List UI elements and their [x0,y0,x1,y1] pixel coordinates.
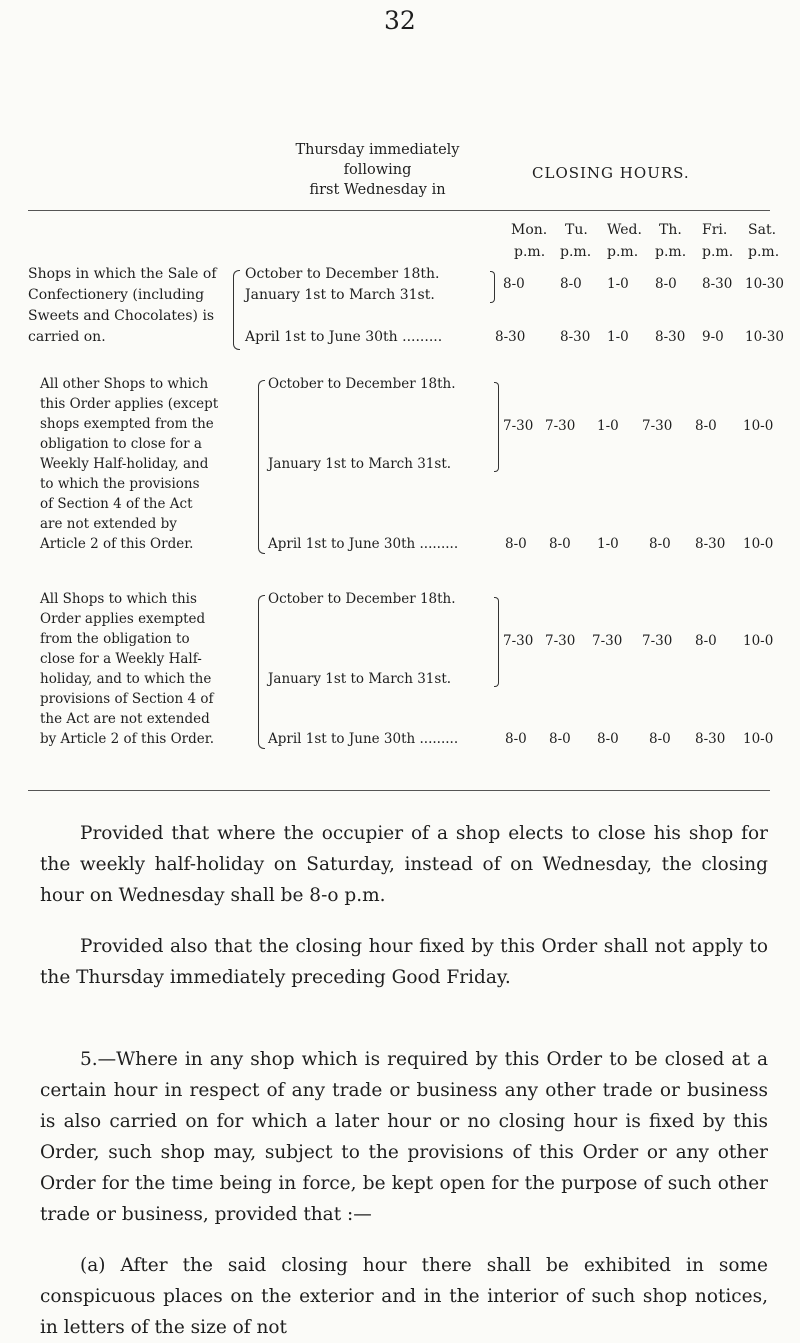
day-heading: Fri. [702,222,728,238]
hour-cell: 10-30 [745,329,784,345]
hour-cell: 8-0 [655,276,677,292]
hour-cell: 10-0 [743,731,774,747]
hour-cell: 8-0 [597,731,619,747]
hour-cell: 7-30 [642,633,673,649]
header-closing-hours: CLOSING HOURS. [532,164,690,182]
group-label-line: holiday, and to which the [40,671,212,687]
period-label: April 1st to June 30th ......... [268,731,459,747]
hour-cell: 8-0 [560,276,582,292]
hour-cell: 8-0 [505,731,527,747]
hour-cell: 8-0 [649,536,671,552]
page-number: 32 [384,6,416,35]
hour-cell: 7-30 [592,633,623,649]
hour-cell: 8-30 [695,536,726,552]
group-label-line: Sweets and Chocolates) is [28,308,215,324]
hour-cell: 8-30 [695,731,726,747]
hour-cell: 9-0 [702,329,724,345]
day-heading: Sat. [748,222,777,238]
group-label-line: are not extended by [40,516,177,532]
group-label-line: of Section 4 of the Act [40,496,193,512]
unit-heading: p.m. [607,244,639,260]
group-label-line: the Act are not extended [40,711,210,727]
hour-cell: 8-0 [505,536,527,552]
group-label-line: Order applies exempted [40,611,206,627]
unit-heading: p.m. [560,244,592,260]
hour-cell: 8-0 [549,536,571,552]
hour-cell: 8-0 [695,633,717,649]
unit-heading: p.m. [748,244,780,260]
hour-cell: 10-0 [743,633,774,649]
period-label: October to December 18th. [245,266,440,282]
hour-cell: 8-0 [695,418,717,434]
left-brace [258,595,265,749]
hour-cell: 10-30 [745,276,784,292]
hour-cell: 8-30 [560,329,591,345]
group-label-line: close for a Weekly Half- [40,651,202,667]
group-label-line: shops exempted from the [40,416,214,432]
group-label-line: Article 2 of this Order. [40,536,194,552]
right-brace [494,382,499,472]
hour-cell: 8-30 [655,329,686,345]
hour-cell: 10-0 [743,418,774,434]
paragraph: Provided that where the occupier of a shop elects to close his shop for the weekly half-holiday on Saturday, instead of on Wednesday, the closing hour on Wednesday shall be 8-o p.m. [40,823,768,906]
hour-cell: 7-30 [642,418,673,434]
hour-cell: 7-30 [503,633,534,649]
hour-cell: 7-30 [503,418,534,434]
period-label: January 1st to March 31st. [268,456,452,472]
header-left-line: Thursday immediately [295,142,460,158]
paragraph: Provided also that the closing hour fixed by this Order shall not apply to the Thursday immediately preceding Good Friday. [40,936,768,988]
hour-cell: 7-30 [545,633,576,649]
unit-heading: p.m. [514,244,546,260]
group-label-line: by Article 2 of this Order. [40,731,215,747]
group-label-line: provisions of Section 4 of [40,691,214,707]
left-brace [258,380,265,554]
header-left [285,140,470,200]
hour-cell: 8-30 [702,276,733,292]
period-label: April 1st to June 30th ......... [245,329,443,345]
period-label: January 1st to March 31st. [268,671,452,687]
bottom-rule [28,790,770,791]
paragraph: (a) After the said closing hour there shall be exhibited in some conspicuous places on the exterior and in the interior of such shop notices, in letters of the size of not [40,1255,768,1338]
group-label-line: from the obligation to [40,631,190,647]
period-label: October to December 18th. [268,376,456,392]
period-label: January 1st to March 31st. [245,287,435,303]
group-label-line: to which the provisions [40,476,200,492]
right-brace [494,597,499,687]
group-label-line: All other Shops to which [40,376,209,392]
hour-cell: 7-30 [545,418,576,434]
group-label-line: carried on. [28,329,106,345]
period-label: April 1st to June 30th ......... [268,536,459,552]
hour-cell: 1-0 [597,418,619,434]
header-left-line: first Wednesday in [309,182,446,198]
left-brace [233,270,240,350]
hour-cell: 1-0 [607,329,629,345]
hour-cell: 8-30 [495,329,526,345]
hour-cell: 8-0 [649,731,671,747]
group-label-line: this Order applies (except [40,396,219,412]
group-label-line: Confectionery (including [28,287,205,303]
hour-cell: 1-0 [607,276,629,292]
hour-cell: 10-0 [743,536,774,552]
day-heading: Wed. [607,222,642,238]
group-label-line: Shops in which the Sale of [28,266,217,282]
unit-heading: p.m. [655,244,687,260]
hour-cell: 1-0 [597,536,619,552]
unit-heading: p.m. [702,244,734,260]
group-label-line: Weekly Half-holiday, and [40,456,209,472]
hour-cell: 8-0 [549,731,571,747]
period-label: October to December 18th. [268,591,456,607]
group-label-line: All Shops to which this [40,591,197,607]
group-label-line: obligation to close for a [40,436,202,452]
day-heading: Tu. [565,222,588,238]
hour-cell: 8-0 [503,276,525,292]
right-brace [490,271,495,303]
paragraph: 5.—Where in any shop which is required by this Order to be closed at a certain hour in respect of any trade or business any other trade or business is also carried on for which a later hour or no closing hour is fixed by this Order, such shop may, subject to the provisions of this Order or any other Order for the time being in force, be kept open for the purpose of such other trade or business, provided that :— [40,1049,768,1225]
day-heading: Th. [659,222,682,238]
header-left-line: following [343,162,412,178]
top-rule [28,210,770,211]
day-heading: Mon. [511,222,548,238]
